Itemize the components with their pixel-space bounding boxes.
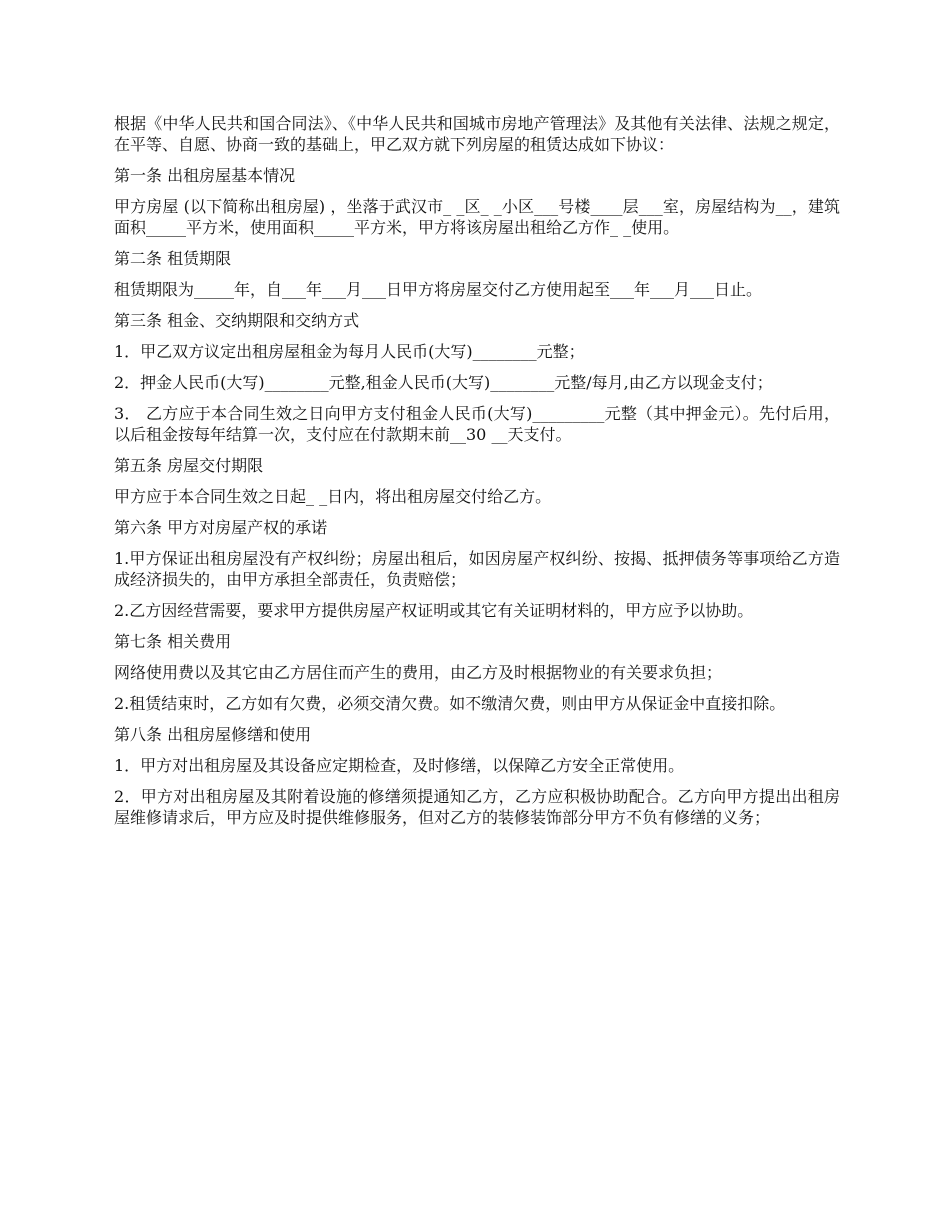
article-2-heading: 第二条 租赁期限 [114,249,232,268]
article-8-item-1: 1．甲方对出租房屋及其设备应定期检查，及时修缮，以保障乙方安全正常使用。 [114,756,685,775]
article-3-item-1: 1．甲乙双方议定出租房屋租金为每月人民币(大写)________元整； [114,342,585,361]
article-6-item-2: 2.乙方因经营需要，要求甲方提供房屋产权证明或其它有关证明材料的，甲方应予以协助。 [114,601,754,620]
article-3-item-2: 2．押金人民币(大写)________元整,租金人民币(大写)________元整/每月,由乙方以现金支付； [114,373,773,392]
document-page [114,113,840,838]
article-6-item-1: 1.甲方保证出租房屋没有产权纠纷；房屋出租后，如因房屋产权纠纷、按揭、抵押债务等事项给乙方造成经济损失的，由甲方承担全部责任，负责赔偿； [114,549,840,589]
article-1-heading: 第一条 出租房屋基本情况 [114,166,296,185]
article-6-heading: 第六条 甲方对房屋产权的承诺 [114,518,328,537]
article-7-item-1: 网络使用费以及其它由乙方居住而产生的费用，由乙方及时根据物业的有关要求负担； [114,663,723,682]
article-8-heading: 第八条 出租房屋修缮和使用 [114,725,312,744]
preamble-paragraph: 根据《中华人民共和国合同法》、《中华人民共和国城市房地产管理法》及其他有关法律、法规之规定，在平等、自愿、协商一致的基础上，甲乙双方就下列房屋的租赁达成如下协议： [114,114,840,154]
article-5-heading: 第五条 房屋交付期限 [114,456,264,475]
article-7-item-2: 2.租赁结束时，乙方如有欠费，必须交清欠费。如不缴清欠费，则由甲方从保证金中直接扣除。 [114,694,786,713]
article-3-heading: 第三条 租金、交纳期限和交纳方式 [114,311,360,330]
article-8-item-2: 2．甲方对出租房屋及其附着设施的修缮须提通知乙方，乙方应积极协助配合。乙方向甲方提出出租房屋维修请求后，甲方应及时提供维修服务，但对乙方的装修装饰部分甲方不负有修缮的义务； [114,787,840,827]
article-2-body: 租赁期限为_____年，自___年___月___日甲方将房屋交付乙方使用起至___年___月___日止。 [114,280,763,299]
article-1-body: 甲方房屋 (以下简称出租房屋) ，坐落于武汉市_ _区_ _小区___号楼____层___室，房屋结构为__，建筑面积_____平方米，使用面积_____平方米，甲方将该房屋出租给乙方作_ _使用。 [114,197,840,237]
article-5-body: 甲方应于本合同生效之日起_ _日内，将出租房屋交付给乙方。 [114,487,552,506]
article-3-item-3: 3． 乙方应于本合同生效之日向甲方支付租金人民币(大写)_________元整（其中押金元）。先付后用，以后租金按每年结算一次，支付应在付款期末前__30 __天支付。 [114,404,840,444]
article-7-heading: 第七条 相关费用 [114,632,232,651]
